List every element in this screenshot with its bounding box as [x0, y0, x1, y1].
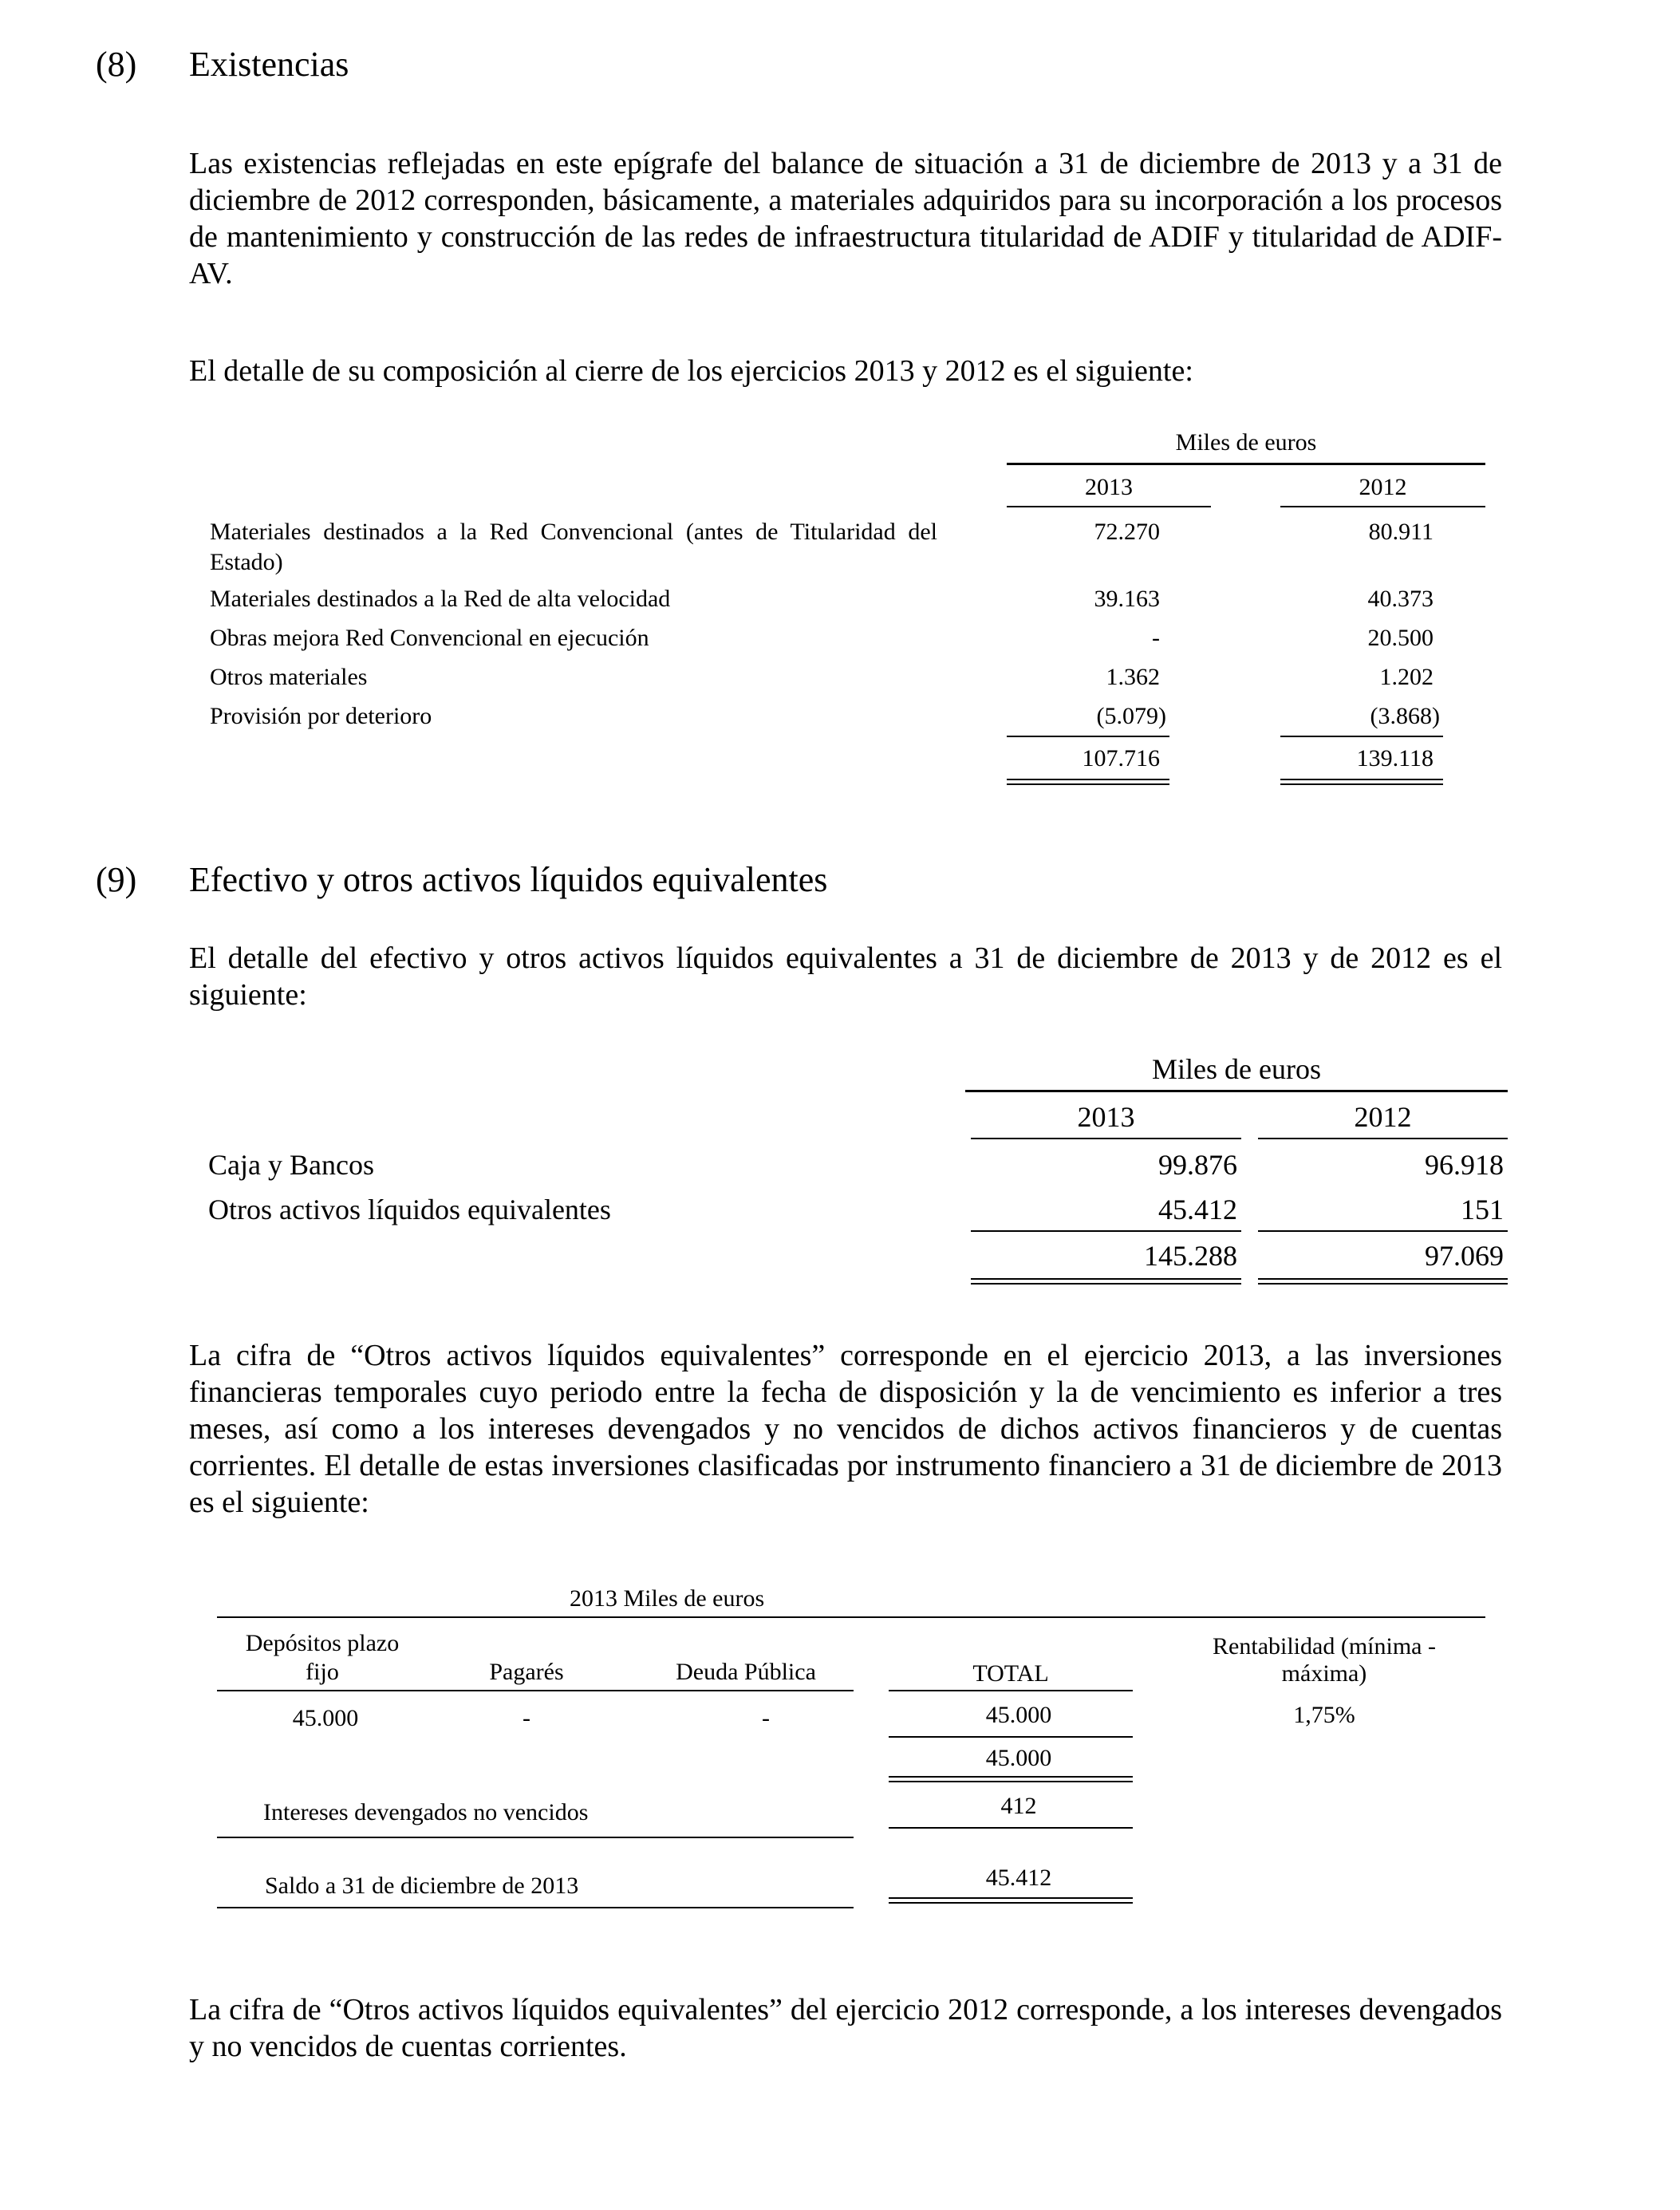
table-total-2013: 107.716 — [1082, 745, 1160, 772]
table-cell-rentabilidad: 1,75% — [1293, 1702, 1355, 1728]
table-double-rule — [1258, 1278, 1508, 1285]
table-row-label: Materiales destinados a la Red de alta velocidad — [210, 586, 671, 612]
column-header-depositos: fijo — [306, 1659, 339, 1685]
table-rule — [889, 1690, 1133, 1691]
table-total-2012: 139.118 — [1356, 745, 1434, 772]
column-header-2013: 2013 — [1085, 474, 1133, 500]
table-double-rule — [1280, 779, 1443, 785]
table-rule — [1007, 736, 1169, 737]
table-rule — [1280, 736, 1443, 737]
table-row-label: Otros activos líquidos equivalentes — [208, 1194, 611, 1225]
table-rule — [217, 1690, 854, 1691]
table-rule — [889, 1827, 1133, 1829]
table-rule — [1007, 463, 1485, 465]
table-caption: 2013 Miles de euros — [570, 1585, 765, 1612]
table-rule — [889, 1736, 1133, 1738]
table-rule — [1258, 1230, 1508, 1232]
table-rule — [1258, 1138, 1508, 1139]
table-row-label: Materiales destinados a la Red Convencional (antes de Titularidad del Estado) — [210, 519, 937, 575]
section-8-title: Existencias — [189, 45, 349, 84]
table-cell-2013: 1.362 — [1106, 664, 1160, 690]
table-total-2012: 97.069 — [1425, 1240, 1504, 1272]
saldo-value: 45.412 — [985, 1865, 1052, 1891]
table-cell-2013: - — [1152, 625, 1160, 651]
column-header-total: TOTAL — [972, 1660, 1049, 1687]
table-total-2013: 145.288 — [1144, 1240, 1237, 1272]
table-rule — [965, 1090, 1508, 1092]
table-cell-2013: 72.270 — [1094, 519, 1160, 545]
table-double-rule — [971, 1278, 1241, 1285]
table-double-rule — [889, 1776, 1133, 1782]
table-cell-2012: 80.911 — [1368, 519, 1434, 545]
column-header-2012: 2012 — [1354, 1101, 1412, 1133]
table-row-label: Otros materiales — [210, 664, 368, 690]
table-double-rule — [1007, 779, 1169, 785]
table-unit-header: Miles de euros — [1175, 429, 1317, 456]
table-subtotal: 45.000 — [985, 1745, 1052, 1771]
table-rule — [217, 1907, 854, 1908]
table-cell-2013: (5.079) — [1096, 703, 1166, 729]
intereses-label: Intereses devengados no vencidos — [263, 1799, 589, 1825]
table-row-label: Provisión por deterioro — [210, 703, 432, 729]
column-header-deuda-publica: Deuda Pública — [676, 1659, 816, 1685]
section-9-title: Efectivo y otros activos líquidos equivalentes — [189, 860, 828, 899]
table-cell-depositos: 45.000 — [292, 1705, 359, 1731]
column-header-depositos: Depósitos plazo — [245, 1630, 400, 1656]
table-cell-pagares: - — [523, 1705, 530, 1731]
saldo-label: Saldo a 31 de diciembre de 2013 — [265, 1873, 579, 1899]
table-cell-2013: 39.163 — [1094, 586, 1160, 612]
table-cell-total: 45.000 — [985, 1702, 1052, 1728]
section-8-paragraph-1: Las existencias reflejadas en este epígrafe del balance de situación a 31 de diciembre de 2013 y a 31 de diciembre de 2012 corresponden, básicamente, a materiales adquiridos para su incorporación a los procesos de mantenimiento y construcción de las redes de infraestructura titularidad de ADIF y titularidad de ADIF-AV. — [189, 147, 1502, 290]
table-cell-2012: (3.868) — [1370, 703, 1440, 729]
table-cell-2012: 96.918 — [1425, 1149, 1504, 1181]
table-unit-header: Miles de euros — [1152, 1053, 1321, 1085]
table-rule — [971, 1138, 1241, 1139]
section-9-paragraph-3: La cifra de “Otros activos líquidos equivalentes” del ejercicio 2012 corresponde, a los intereses devengados y no vencidos de cuentas corrientes. — [189, 1993, 1502, 2063]
section-9-paragraph-2: La cifra de “Otros activos líquidos equivalentes” corresponde en el ejercicio 2013, a las inversiones financieras temporales cuyo periodo entre la fecha de disposición y la de vencimiento es inferior a tres meses, así como a los intereses devengados y no vencidos de dichos activos financieros y de cuentas corrientes. El detalle de estas inversiones clasificadas por instrumento financiero a 31 de diciembre de 2013 es el siguiente: — [189, 1339, 1502, 1519]
column-header-2013: 2013 — [1077, 1101, 1135, 1133]
column-header-rentabilidad: Rentabilidad (mínima - — [1213, 1633, 1436, 1659]
table-rule — [217, 1837, 854, 1838]
table-rule — [1280, 506, 1485, 507]
table-cell-2012: 151 — [1461, 1194, 1504, 1225]
table-cell-deuda-publica: - — [762, 1705, 770, 1731]
table-rule — [971, 1230, 1241, 1232]
table-rule — [217, 1616, 1485, 1618]
table-cell-2013: 45.412 — [1158, 1194, 1237, 1225]
section-8-number: (8) — [96, 45, 137, 84]
table-row-label: Obras mejora Red Convencional en ejecución — [210, 625, 649, 651]
table-cell-2012: 1.202 — [1379, 664, 1434, 690]
table-row-label: Caja y Bancos — [208, 1149, 374, 1181]
table-rule — [1007, 506, 1211, 507]
table-cell-2012: 40.373 — [1367, 586, 1434, 612]
table-cell-2012: 20.500 — [1367, 625, 1434, 651]
column-header-rentabilidad: máxima) — [1281, 1660, 1367, 1687]
table-cell-2013: 99.876 — [1158, 1149, 1237, 1181]
section-9-paragraph-1: El detalle del efectivo y otros activos líquidos equivalentes a 31 de diciembre de 2013 y de 2012 es el siguiente: — [189, 941, 1502, 1012]
intereses-value: 412 — [1000, 1793, 1037, 1819]
column-header-pagares: Pagarés — [489, 1659, 564, 1685]
table-double-rule — [889, 1897, 1133, 1904]
section-9-number: (9) — [96, 860, 137, 899]
section-8-paragraph-2: El detalle de su composición al cierre de los ejercicios 2013 y 2012 es el siguiente: — [189, 354, 1193, 388]
column-header-2012: 2012 — [1359, 474, 1407, 500]
